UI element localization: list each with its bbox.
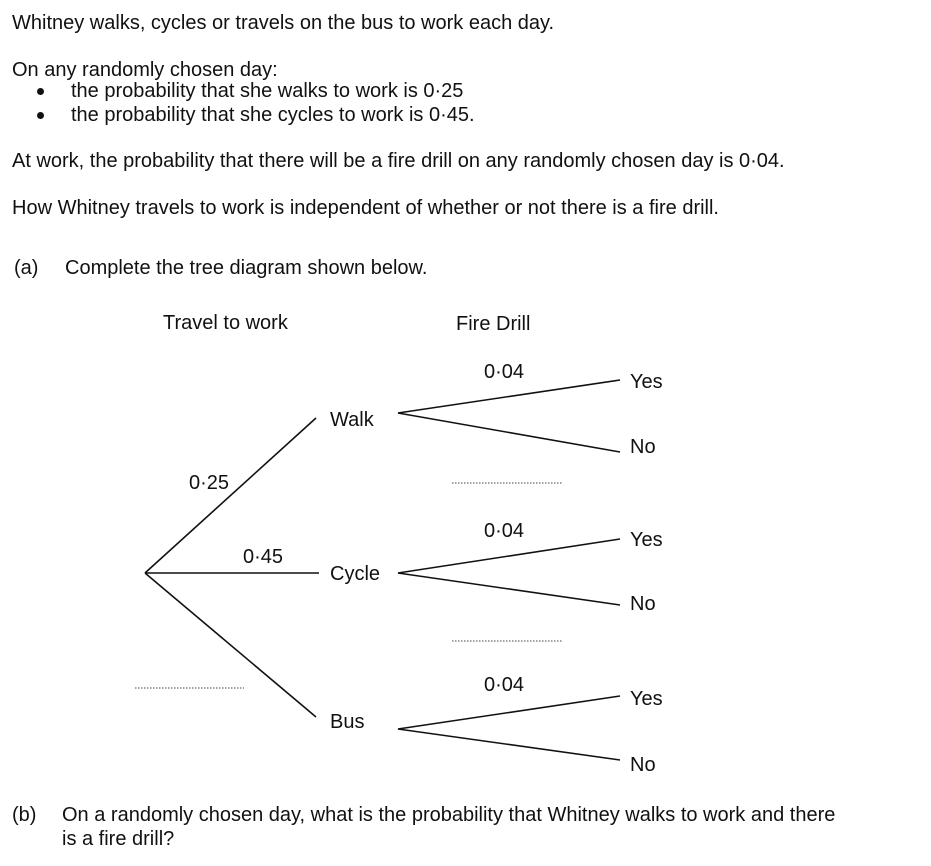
outcome-cycle: Cycle: [330, 563, 381, 585]
outcome-walk: Walk: [330, 409, 374, 431]
bus-outcome-yes: Yes: [630, 688, 663, 710]
walk-probability-label: 0·25: [189, 472, 230, 494]
branch-walk-no: [398, 413, 620, 452]
cycle-outcome-yes: Yes: [630, 529, 663, 551]
fire-drill-statement: At work, the probability that there will be a fire drill on any randomly chosen day is 0·04.: [12, 150, 785, 172]
cycle-outcome-no: No: [630, 593, 656, 615]
heading-travel-to-work: Travel to work: [163, 312, 288, 334]
outcome-bus: Bus: [330, 711, 365, 733]
branch-walk-yes: [398, 380, 620, 413]
intro-line-1: Whitney walks, cycles or travels on the bus to work each day.: [12, 12, 555, 34]
bus-fire-drill-probability: 0·04: [484, 674, 525, 696]
bus-outcome-no: No: [630, 754, 656, 776]
part-b-question-line-2: is a fire drill?: [62, 828, 175, 850]
branch-cycle-yes: [398, 539, 620, 573]
bullet-walk-probability: the probability that she walks to work is 0·25: [71, 80, 464, 102]
branch-bus-yes: [398, 696, 620, 729]
intro-lead: On any randomly chosen day:: [12, 59, 278, 81]
heading-fire-drill: Fire Drill: [456, 313, 531, 335]
independence-statement: How Whitney travels to work is independent of whether or not there is a fire drill.: [12, 197, 719, 219]
part-a-instruction: Complete the tree diagram shown below.: [65, 257, 428, 279]
branch-bus: [145, 573, 316, 717]
branch-walk: [145, 418, 316, 573]
cycle-fire-drill-probability: 0·04: [484, 520, 525, 542]
part-b-question-line-1: On a randomly chosen day, what is the probability that Whitney walks to work and there: [62, 804, 836, 826]
cycle-probability-label: 0·45: [243, 546, 284, 568]
walk-fire-drill-probability: 0·04: [484, 361, 525, 383]
branch-bus-no: [398, 729, 620, 760]
bullet-cycle-probability: the probability that she cycles to work is 0·45.: [71, 104, 475, 126]
walk-outcome-no: No: [630, 436, 656, 458]
part-b-marker: (b): [12, 804, 37, 826]
walk-outcome-yes: Yes: [630, 371, 663, 393]
branch-cycle-no: [398, 573, 620, 605]
part-a-marker: (a): [14, 257, 39, 279]
